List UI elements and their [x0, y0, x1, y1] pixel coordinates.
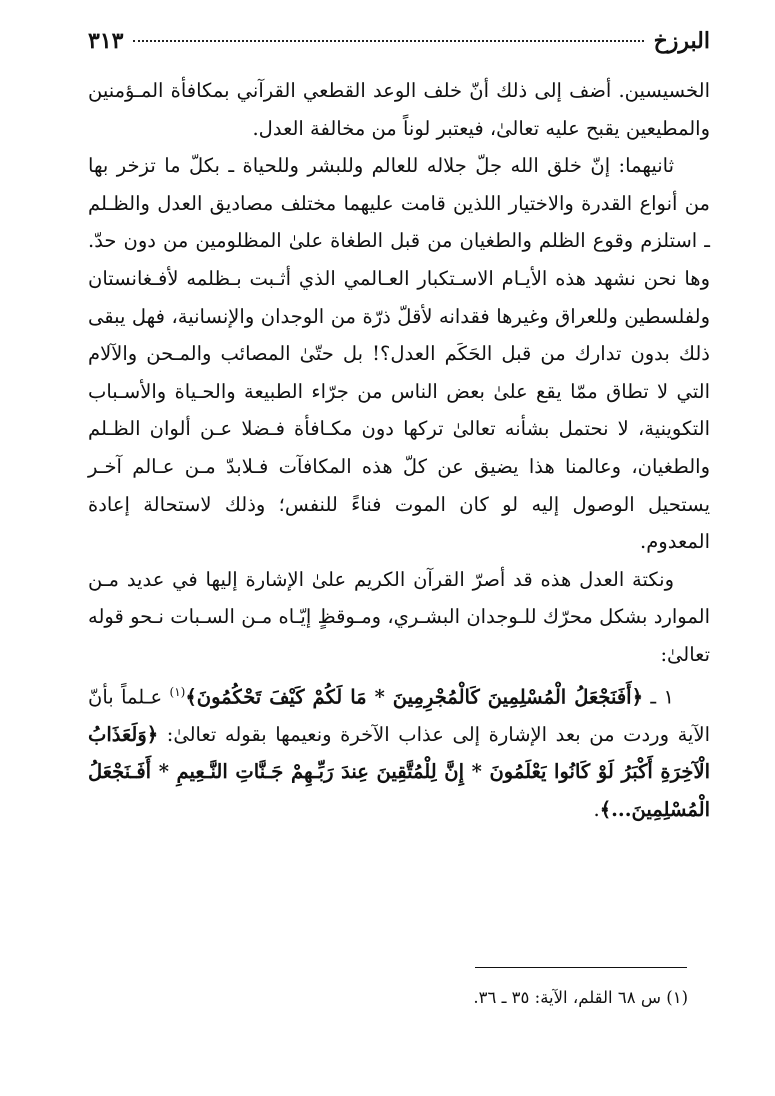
item-end: .: [593, 797, 600, 821]
footnote-reference: (١): [169, 684, 186, 699]
footnote: (١) س ٦٨ القلم، الآية: ٣٥ ـ ٣٦.: [473, 988, 688, 1007]
quran-verse-1: ﴿أَفَنَجْعَلُ الْمُسْلِمِينَ كَالْمُجْرِمِينَ * مَا لَكُمْ كَيْفَ تَحْكُمُونَ﴾: [185, 685, 644, 708]
list-item-1: [88, 674, 710, 829]
chapter-title: البرزخ: [653, 28, 710, 54]
paragraph-1: الخسيسين. أضف إلى ذلك أنّ خلف الوعد القطعي القرآني بمكافأة المـؤمنين والمطيعين يقبح عليه تعالىٰ، فيعتبر لوناً من مخالفة العدل.: [88, 79, 710, 140]
leader-dots: [133, 40, 643, 42]
running-header: [88, 28, 710, 64]
paragraph-3: ونكتة العدل هذه قد أصرّ القرآن الكريم علىٰ الإشارة إليها في عديد مـن الموارد بشكل محرّك للـوجدان البشـري، ومـوقظٍ إيّـاه مـن السـبات نـحو قوله تعالىٰ:: [88, 567, 710, 666]
page-number: ٣١٣: [88, 28, 124, 54]
item-text: عـلماً بأنّ الآية وردت من بعد الإشارة إلى عذاب الآخرة ونعيمها بقوله تعالىٰ:: [88, 685, 711, 746]
footnote-divider: [475, 967, 687, 968]
list-item-number: ١ ـ: [650, 685, 675, 708]
body-text: [88, 72, 710, 828]
quran-verse-2: ﴿وَلَعَذَابُ الْآخِرَةِ أَكْبَرُ لَوْ كَانُوا يَعْلَمُونَ * إِنَّ لِلْمُتَّقِينَ عِندَ رَبِّـهِمْ جَـنَّاتِ النَّـعِيمِ * أَفَـنَجْعَلُ الْمُسْلِمِينَ...﴾: [88, 722, 710, 821]
page-content: [88, 28, 710, 828]
paragraph-2: ثانيهما: إنّ خلق الله جلّ جلاله للعالم وللبشر وللحياة ـ بكلّ ما تزخر بها من أنواع القدرة والاختيار اللذين قامت عليهما مختلف مصاديق العدل والظـلم ـ استلزم وقوع الظلم والطغيان من قبل الطغاة علىٰ المظلومين من دون حدّ. وها نحن نشهد هذه الأيـام الاسـتكبار العـالمي الذي أثـبت بـظلمه لأفـغانستان ولفلسطين وللعراق وغيرها فقدانه لأقلّ ذرّة من الوجدان والإنسانية، فهل يبقى ذلك بدون تدارك من قبل الحَكَم العدل؟! بل حتّىٰ المصائب والمـحن والآلام التي لا تطاق ممّا يقع علىٰ بعض الناس من جرّاء الطبيعة والحـياة والأسـباب التكوينية، لا نحتمل بشأنه تعالىٰ تركها دون مكـافأة فـضلا عـن ألوان الظـلم والطغيان، وعالمنا هذا يضيق عن كلّ هذه المكافآت فـلابدّ مـن عـالم آخـر يستحيل الوصول إليه لو كان الموت فناءً للنفس؛ وذلك لاستحالة إعادة المعدوم.: [88, 154, 710, 554]
